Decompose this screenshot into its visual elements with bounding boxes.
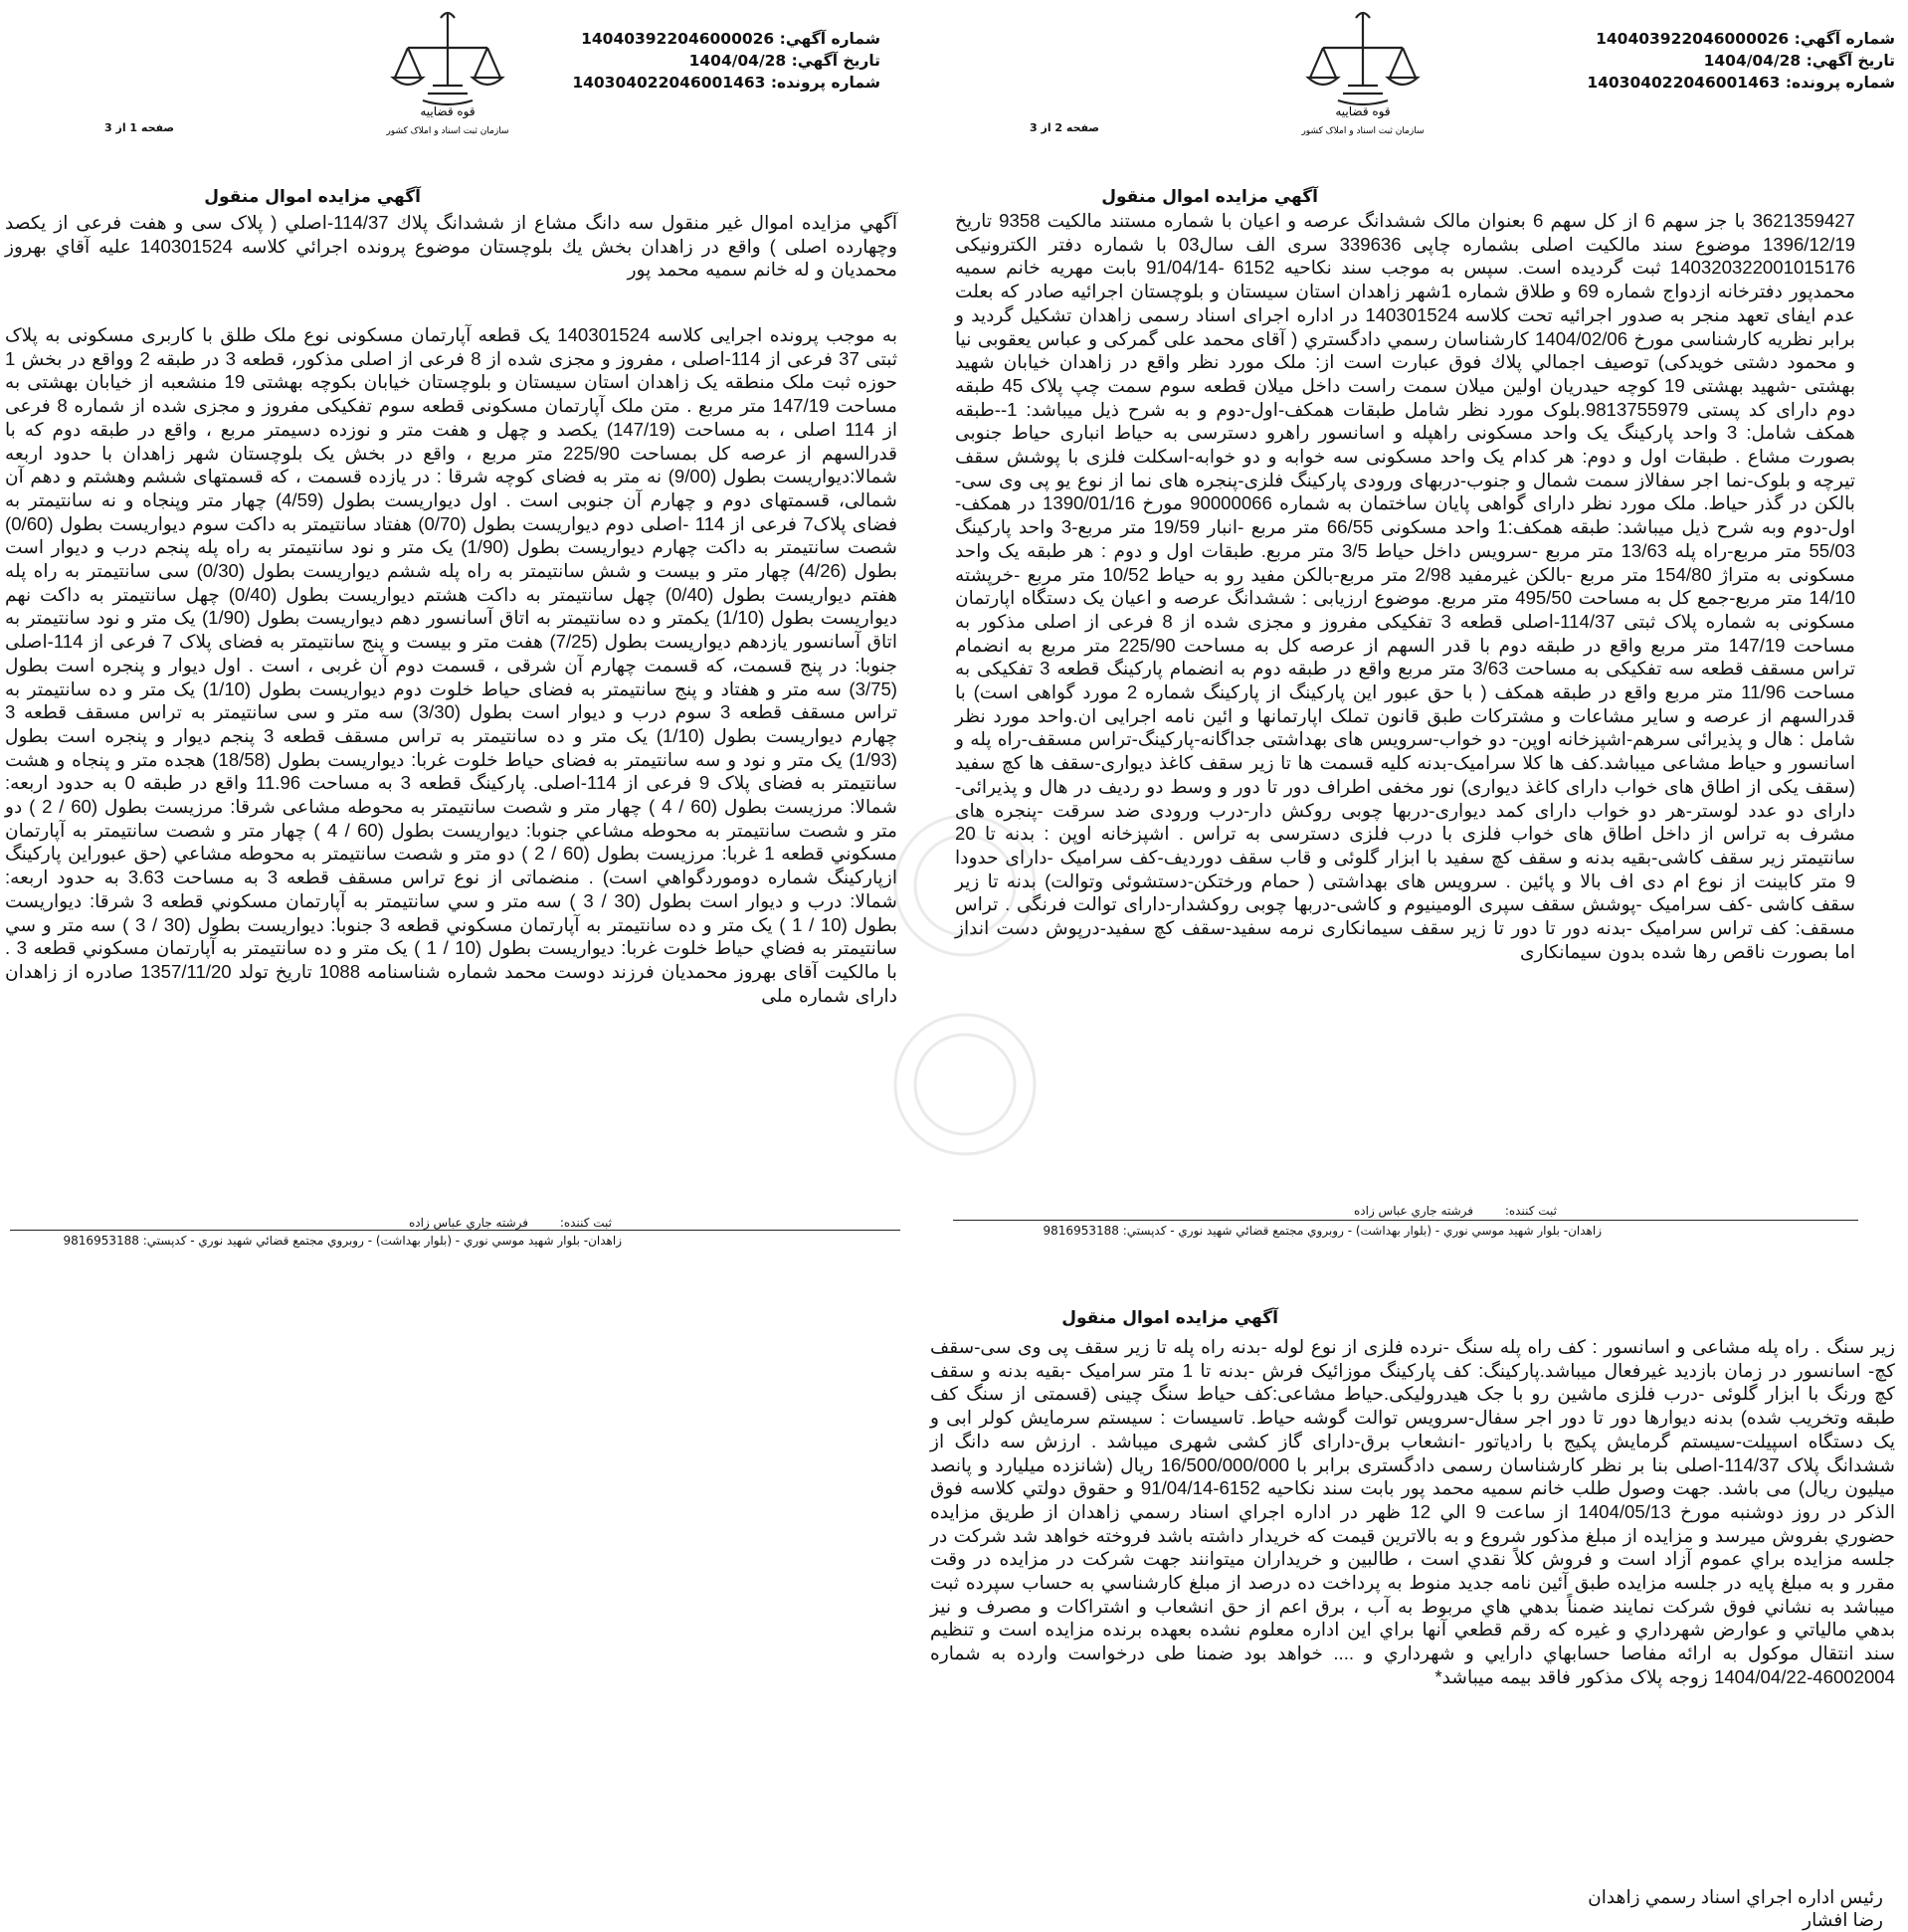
- page-3: [915, 1308, 1900, 1925]
- ad-body: 3621359427 با جز سهم 6 از کل سهم 6 بعنوان مالک ششدانگ عرصه و اعیان با شماره مستند مالکیت 9358 تاریخ 1396/12/19 موضوع سند مالکیت اصلی بشماره چاپی 339636 سری الف سال03 با شماره دفتر الکترونیکی 140320322001015176 ثبت گردیده است. سپس به موجب سند نکاحیه 6152 -91/04/14 بابت مهریه خانم سمیه محمدپور دفترخانه ازدواج شماره 69 و طلاق شماره 1شهر زاهدان استان سیستان و بلوچستان اجرائیه صادر که بعلت عدم ایفای تعهد منجر به صدور اجرائیه تحت کلاسه 140301524 در اداره اجرای اسناد رسمی زاهدان تشکیل گردید و برابر نظریه کارشناسی مورخ 1404/02/06 کارشناسان رسمي دادگستري ( آقای محمد علی گمرکی و عباس یعقوبی نیا و محمود دشتی خویدکی) توصيف اجمالي پلاك فوق عبارت است از: ملک مورد نظر واقع در زاهدان خیابان شهید بهشتی -شهید بهشتی 19 کوچه حیدریان اولین میلان سمت راست داخل میلان قطعه سوم سمت چپ پلاک 45 طبقه دوم دارای کد پستی 9813755979.بلوک مورد نظر شامل طبقات همکف-اول-دوم و به شرح ذیل میباشد: 1--طبقه همکف شامل: 3 واحد پارکینگ یک واحد مسکونی راهپله و اسانسور راهرو دسترسی به حیاط انباری حیاط جنوبی بصورت مشاع . طبقات اول و دوم: هر کدام یک واحد مسکونی سه خوابه و دو خوابه-اسکلت فلزی با پوشش سقف تیرچه و بلوک-نما اجر سفالاز سمت شمال و جنوب-دربهای ورودی پارکینگ فلزی-پنجره های نما از نوع یو پی وی سی-بالکن در گذر حیاط. ملک مورد نظر دارای گواهی پایان ساختمان به شماره 90000066 مورخ 1390/01/16 در همکف-اول-دوم وبه شرح ذیل میباشد: طبقه همکف:1 واحد مسکونی 66/55 متر مربع -انبار 19/59 متر مربع-3 واحد پارکینگ 55/03 متر مربع-راه پله 13/63 متر مربع -سرویس داخل حیاط 3/5 متر مربع. طبقات اول و دوم : هر طبقه یک واحد مسکونی به متراژ 154/80 متر مربع -بالکن غیرمفید 2/98 متر مربع-بالکن مفید رو به حیاط 10/52 متر مربع -خرپشته 14/10 متر مربع-جمع کل به مساحت 495/50 متر مربع. موضوع ارزیابی : ششدانگ عرصه و اعیان یک دستگاه اپارتمان مسکونی به شماره پلاک ثبتی 114/37-اصلی قطعه 3 تفکیکی مفروز و مجزی شده از 8 فرعی از اصلی مذکور به مساحت 147/19 متر مربع واقع در طبقه دوم با قدر السهم از عرصه کل به مساحت 225/90 متر مربع به انضمام تراس مسقف قطعه سه تفکیکی به مساحت 3/63 متر مربع واقع در طبقه دوم به انضمام پارکینگ قطعه 3 تفکیکی به مساحت 11/96 متر مربع واقع در طبقه همکف ( با حق عبور این پارکینگ از پارکینگ شماره 2 مورد گواهی است) با قدرالسهم از عرصه و سایر مشاعات و مشترکات طبق قانون تملک اپارتمانها و ائین نامه اجرایی ان.واحد مورد نظر شامل : هال و پذیرائی سرهم-اشپزخانه اوپن- دو خواب-سرویس های بهداشتی جداگانه-پارکینگ-تراس مسقف-راه پله و اسانسور و حیاط مشاعی میباشد.کف ها کلا سرامیک-بدنه کلیه قسمت ها تا زیر سقف کاغذ دیواری-سقف ها کچ سفید (سقف یکی از اطاق های خواب دارای کاغذ دیواری) نور مخفی اطراف دور تا دور و وسط دو ردیف در هال و پذیرائی-دارای دو عدد لوستر-هر دو خواب دارای کمد دیواری-دربها چوبی روکش دار-درب ورودی ضد سرقت -پنجره های مشرف به تراس از داخل اطاق های خواب فلزی با درب فلزی دسترسی به تراس . اشپزخانه اوپن : بدنه تا 20 سانتیمتر زیر سقف کاشی-بقیه بدنه و سقف کچ سفید با ابزار گلوئی و قاب سقف دوردیف-کف سرامیک -دارای حدودا 9 متر کابینت از نوع ام دی اف بالا و پائین . سرویس های بهداشتی ( حمام ورختکن-دستشوئی وتوالت) بدنه تا زیر سقف کاشی -کف سرامیک -پوشش سقف سپری الومینیوم و کاشی-دربها چوبی روکشدار-دارای توالت فرنگی . تراس مسقف: کف تراس سرامیک -بدنه دور تا دور تا زیر سقف سیمانکاری نرمه سفید-سقف کچ سفید-درپوش دست انداز اما بصورت ناقص رها شده بدون سیمانکاری: [955, 210, 1856, 962]
- ad-body: زیر سنگ . راه پله مشاعی و اسانسور : کف راه پله سنگ -نرده فلزی از نوع لوله -بدنه راه پله تا زیر سقف پی وی سی-سقف کچ- اسانسور در زمان بازدید غیرفعال میباشد.پارکینگ: کف پارکینگ موزائیک فرش -بدنه تا 1 متر سرامیک -بقیه بدنه و سقف کچ ورنگ با ابزار گلوئی -درب فلزی ماشین رو با جک هیدرولیکی.حیاط مشاعی:کف حیاط سنگ چینی (قسمتی از سنگ کف طبقه وتخریب شده) بدنه دیوارها دور تا دور اجر سفال-سرویس توالت گوشه حیاط. تاسیسات : سیستم سرمایش کولر ابی و یک دستگاه اسپیلت-سیستم گرمایش پکیج با رادیاتور -انشعاب برق-دارای گاز کشی شهری میباشد . ارزش سه دانگ از ششدانگ پلاک 114/37-اصلی بنا بر نظر کارشناسان رسمی دادگستری برابر با 16/500/000/000 ریال (شانزده میلیارد و پانصد میلیون ریال) می باشد. جهت وصول طلب خانم سميه محمد پور بابت سند نکاحیه 6152-91/04/14 و حقوق دولتي كلاسه فوق الذكر در روز دوشنبه مورخ 1404/05/13 از ساعت 9 الي 12 ظهر در اداره اجراي اسناد رسمي زاهدان از طريق مزايده حضوري بفروش ميرسد و مزايده از مبلغ مذكور شروع و به بالاترين قيمت كه خريدار داشته باشد فروخته خواهد شد شركت در جلسه مزايده براي عموم آزاد است و فروش كلاً نقدي است ، طالبين و خريداران ميتوانند جهت شركت در مزايده در وقت مقرر و به مبلغ پايه در جلسه مزايده طبق آئين نامه جديد منوط به پرداخت ده درصد از مبلغ كارشناسي به حساب سپرده ثبت ميباشد به نشاني فوق شركت نمايند ضمناً بدهي هاي مربوط به آب ، برق اعم از حق انشعاب و اشتراكات و مصرف و نيز بدهي مالياتي و عوارض شهرداري و غيره كه رقم قطعي آنها براي اين اداره معلوم نشده بعهده برنده مزايده است و تنظيم سند انتقال موكول به ارائه مفاصا حسابهاي دارايي و شهرداري و .... خواهد بود ضمنا طی درخواست وارده به شماره 46002004-1404/04/22 زوجه پلاک مذکور فاقد بیمه میباشد*: [930, 1336, 1896, 1687]
- case-number: شماره پرونده: 140304022046001463: [1587, 74, 1895, 92]
- ad-intro: آگهي مزايده اموال غير منقول سه دانگ مشاع از ششدانگ پلاك 114/37-اصلي ( پلاک سی و هفت فرعی از يكصد وچهارده اصلی ) واقع در زاهدان بخش يك بلوچستان موضوع پرونده اجرائي كلاسه 140301524 عليه آقاي بهروز محمديان و له خانم سميه محمد پور: [5, 212, 897, 281]
- signer: [1354, 1204, 1557, 1218]
- page-title: آگهي مزايده اموال منقول: [1061, 1308, 1278, 1328]
- ad-number: شماره آگهي: 140403922046000026: [1596, 30, 1895, 48]
- ad-date: تاريخ آگهي: 1404/04/28: [688, 52, 880, 70]
- judiciary-emblem-icon: [383, 6, 512, 140]
- page-2: [935, 0, 1895, 1244]
- signer-name: فرشته جاري عباس زاده: [408, 1216, 529, 1230]
- signer: [409, 1216, 612, 1230]
- page-label: صفحه 2 از 3: [1030, 121, 1100, 134]
- signer-label: ثبت کننده:: [559, 1216, 612, 1230]
- closing-name: رضا افشار: [1803, 1909, 1883, 1930]
- emblem-org-text: قوه قضاييه: [420, 104, 476, 118]
- ad-body: به موجب پرونده اجرایی کلاسه 140301524 یک قطعه آپارتمان مسکونی نوع ملک طلق با کاربری مسکونی به پلاک ثبتی 37 فرعی از 114-اصلی ، مفروز و مجزی شده از 8 فرعی از اصلی مذکور، قطعه 3 در طبقه 2 وواقع در بخش 1 حوزه ثبت ملک منطقه یک زاهدان استان سیستان و بلوچستان خیابان بکوچه بهشتی 19 منشعبه از خیابان بهشتی به مساحت 147/19 متر مربع . متن ملک آپارتمان مسکونی قطعه سوم تفکیکی مفروز و مجزی شده از شماره 8 فرعی از 114 اصلی ، به مساحت (147/19) یکصد و چهل و هفت متر و نوزده دسیمتر مربع ، واقع در طبقه دوم که با قدرالسهم از عرصه کل بمساحت 225/90 متر مربع ، واقع در بخش یک بلوچستان شهر زاهدان با حدود اربعه شمالا:دیواریست بطول (9/00) نه متر به فضای کوچه شرقا : در یازده قسمت ، که قسمتهای ششم وهشتم و دهم آن شمالی، قسمتهای دوم و چهارم آن جنوبی است . اول دیواریست بطول (4/59) چهار متر وپنجاه و نه سانتیمتر به فضای پلاک7 فرعی از 114 -اصلی دوم دیواریست بطول (0/70) هفتاد سانتیمتر به داکت سوم دیواریست بطول (0/60) شصت سانتیمتر به داکت چهارم دیواریست بطول (1/90) یک متر و نود سانتیمتر به راه پله پنجم درب و دیوار است بطول (4/26) چهار متر و بیست و شش سانتیمتر به راه پله ششم دیواریست بطول (0/30) سی سانتیمتر به راه پله هفتم دیواریست بطول (0/40) چهل سانتیمتر به داکت هشتم دیواریست بطول (0/40) چهل سانتیمتر به داکت نهم دیواریست بطول (1/10) یکمتر و ده سانتیمتر به اتاق آسانسور دهم دیواریست بطول (1/90) یک متر و نود سانتیمتر به اتاق آسانسور یازدهم دیواریست بطول (7/25) هفت متر و بیست و پنج سانتیمتر به فضای پلاک 7 فرعی از 114-اصلی جنوبا: در پنج قسمت، که قسمت چهارم آن شرقی ، قسمت دوم آن غربی ، است . اول دیوار و پنجره است بطول (3/75) سه متر و هفتاد و پنج سانتیمتر به فضای حیاط خلوت دوم دیواریست بطول (1/10) یک متر و ده سانتیمتر به تراس مسقف قطعه 3 سوم درب و دیوار است بطول (3/30) سه متر و سی سانتیمتر به تراس مسقف قطعه 3 چهارم دیواریست بطول (1/10) یک متر و ده سانتیمتر به تراس مسقف قطعه 3 پنجم دیوار و پنجره است بطول (1/93) یک متر و نود و سه سانتیمتر به فضای حیاط خلوت غربا: دیواریست بطول (18/58) هجده متر و پنجاه و هشت سانتیمتر به فضای پلاک 9 فرعی از 114-اصلی. پارکینگ قطعه 3 به مساحت 11.96 واقع در طبقه 0 به حدود اربعه: شمالا: مرزیست بطول (60 / 4 ) چهار متر و شصت سانتیمتر به محوطه مشاعی شرقا: مرزیست بطول (60 / 2 ) دو متر و شصت سانتیمتر به محوطه مشاعي جنوبا: دیواریست بطول (60 / 4 ) چهار متر و شصت سانتیمتر به آپارتمان مسكوني قطعه 1 غربا: مرزیست بطول (60 / 2 ) دو متر و شصت سانتیمتر به محوطه مشاعي (حق عبوراين پارکینگ ازپاركينگ شماره دوموردگواهي است) . منضماتی از نوع تراس مسقف قطعه 3 به مساحت 3.63 به حدود اربعه: شمالا: درب و دیوار است بطول (30 / 3 ) سه متر و سي سانتیمتر به آپارتمان مسكوني قطعه 3 شرقا: دیواریست بطول (10 / 1 ) یک متر و ده سانتیمتر به آپارتمان مسكوني قطعه 3 جنوبا: دیواریست بطول (30 / 3 ) سه متر و سي سانتیمتر به فضاي حياط خلوت غربا: دیواریست بطول (10 / 1 ) یک متر و ده سانتیمتر به آپارتمان مسكوني قطعه 3 . با مالکیت آقای بهروز محمدیان فرزند دوست محمد شماره شناسنامه 1088 تاریخ تولد 1357/11/20 صادره از زاهدان دارای شماره ملی: [5, 324, 898, 1006]
- scales-of-justice-icon: [383, 6, 512, 140]
- emblem-sub-text: سازمان ثبت اسناد و املاک کشور: [386, 126, 509, 136]
- signer-label: ثبت کننده:: [1504, 1204, 1557, 1218]
- footer-divider: [953, 1220, 1858, 1221]
- page-1: [0, 0, 910, 1254]
- page-label: صفحه 1 از 3: [104, 121, 175, 134]
- footer-divider: [10, 1230, 900, 1231]
- page-1-header: [542, 28, 880, 94]
- emblem-org-text: قوه قضاييه: [1335, 104, 1391, 118]
- ad-date: تاريخ آگهي: 1404/04/28: [1703, 52, 1895, 70]
- emblem-sub-text: سازمان ثبت اسناد و املاک کشور: [1301, 126, 1425, 136]
- footer-address: زاهدان- بلوار شهيد موسي نوري - (بلوار بهداشت) - روبروي مجتمع قضائي شهيد نوري - کدپستي: 9816953188: [1043, 1224, 1602, 1238]
- ad-number: شماره آگهي: 140403922046000026: [581, 30, 880, 48]
- scales-of-justice-icon: [1298, 6, 1428, 140]
- case-number: شماره پرونده: 140304022046001463: [572, 74, 880, 92]
- judiciary-emblem-icon: [1298, 6, 1428, 140]
- footer-address: زاهدان- بلوار شهيد موسي نوري - (بلوار بهداشت) - روبروي مجتمع قضائي شهيد نوري - کدپستي: 9816953188: [63, 1234, 622, 1248]
- page-title: آگهي مزايده اموال منقول: [1101, 187, 1318, 207]
- page-2-header: [1477, 28, 1895, 94]
- signer-name: فرشته جاري عباس زاده: [1353, 1204, 1474, 1218]
- page-title: آگهي مزايده اموال منقول: [204, 187, 421, 207]
- closing-title: رئيس اداره اجراي اسناد رسمي زاهدان: [1588, 1886, 1883, 1907]
